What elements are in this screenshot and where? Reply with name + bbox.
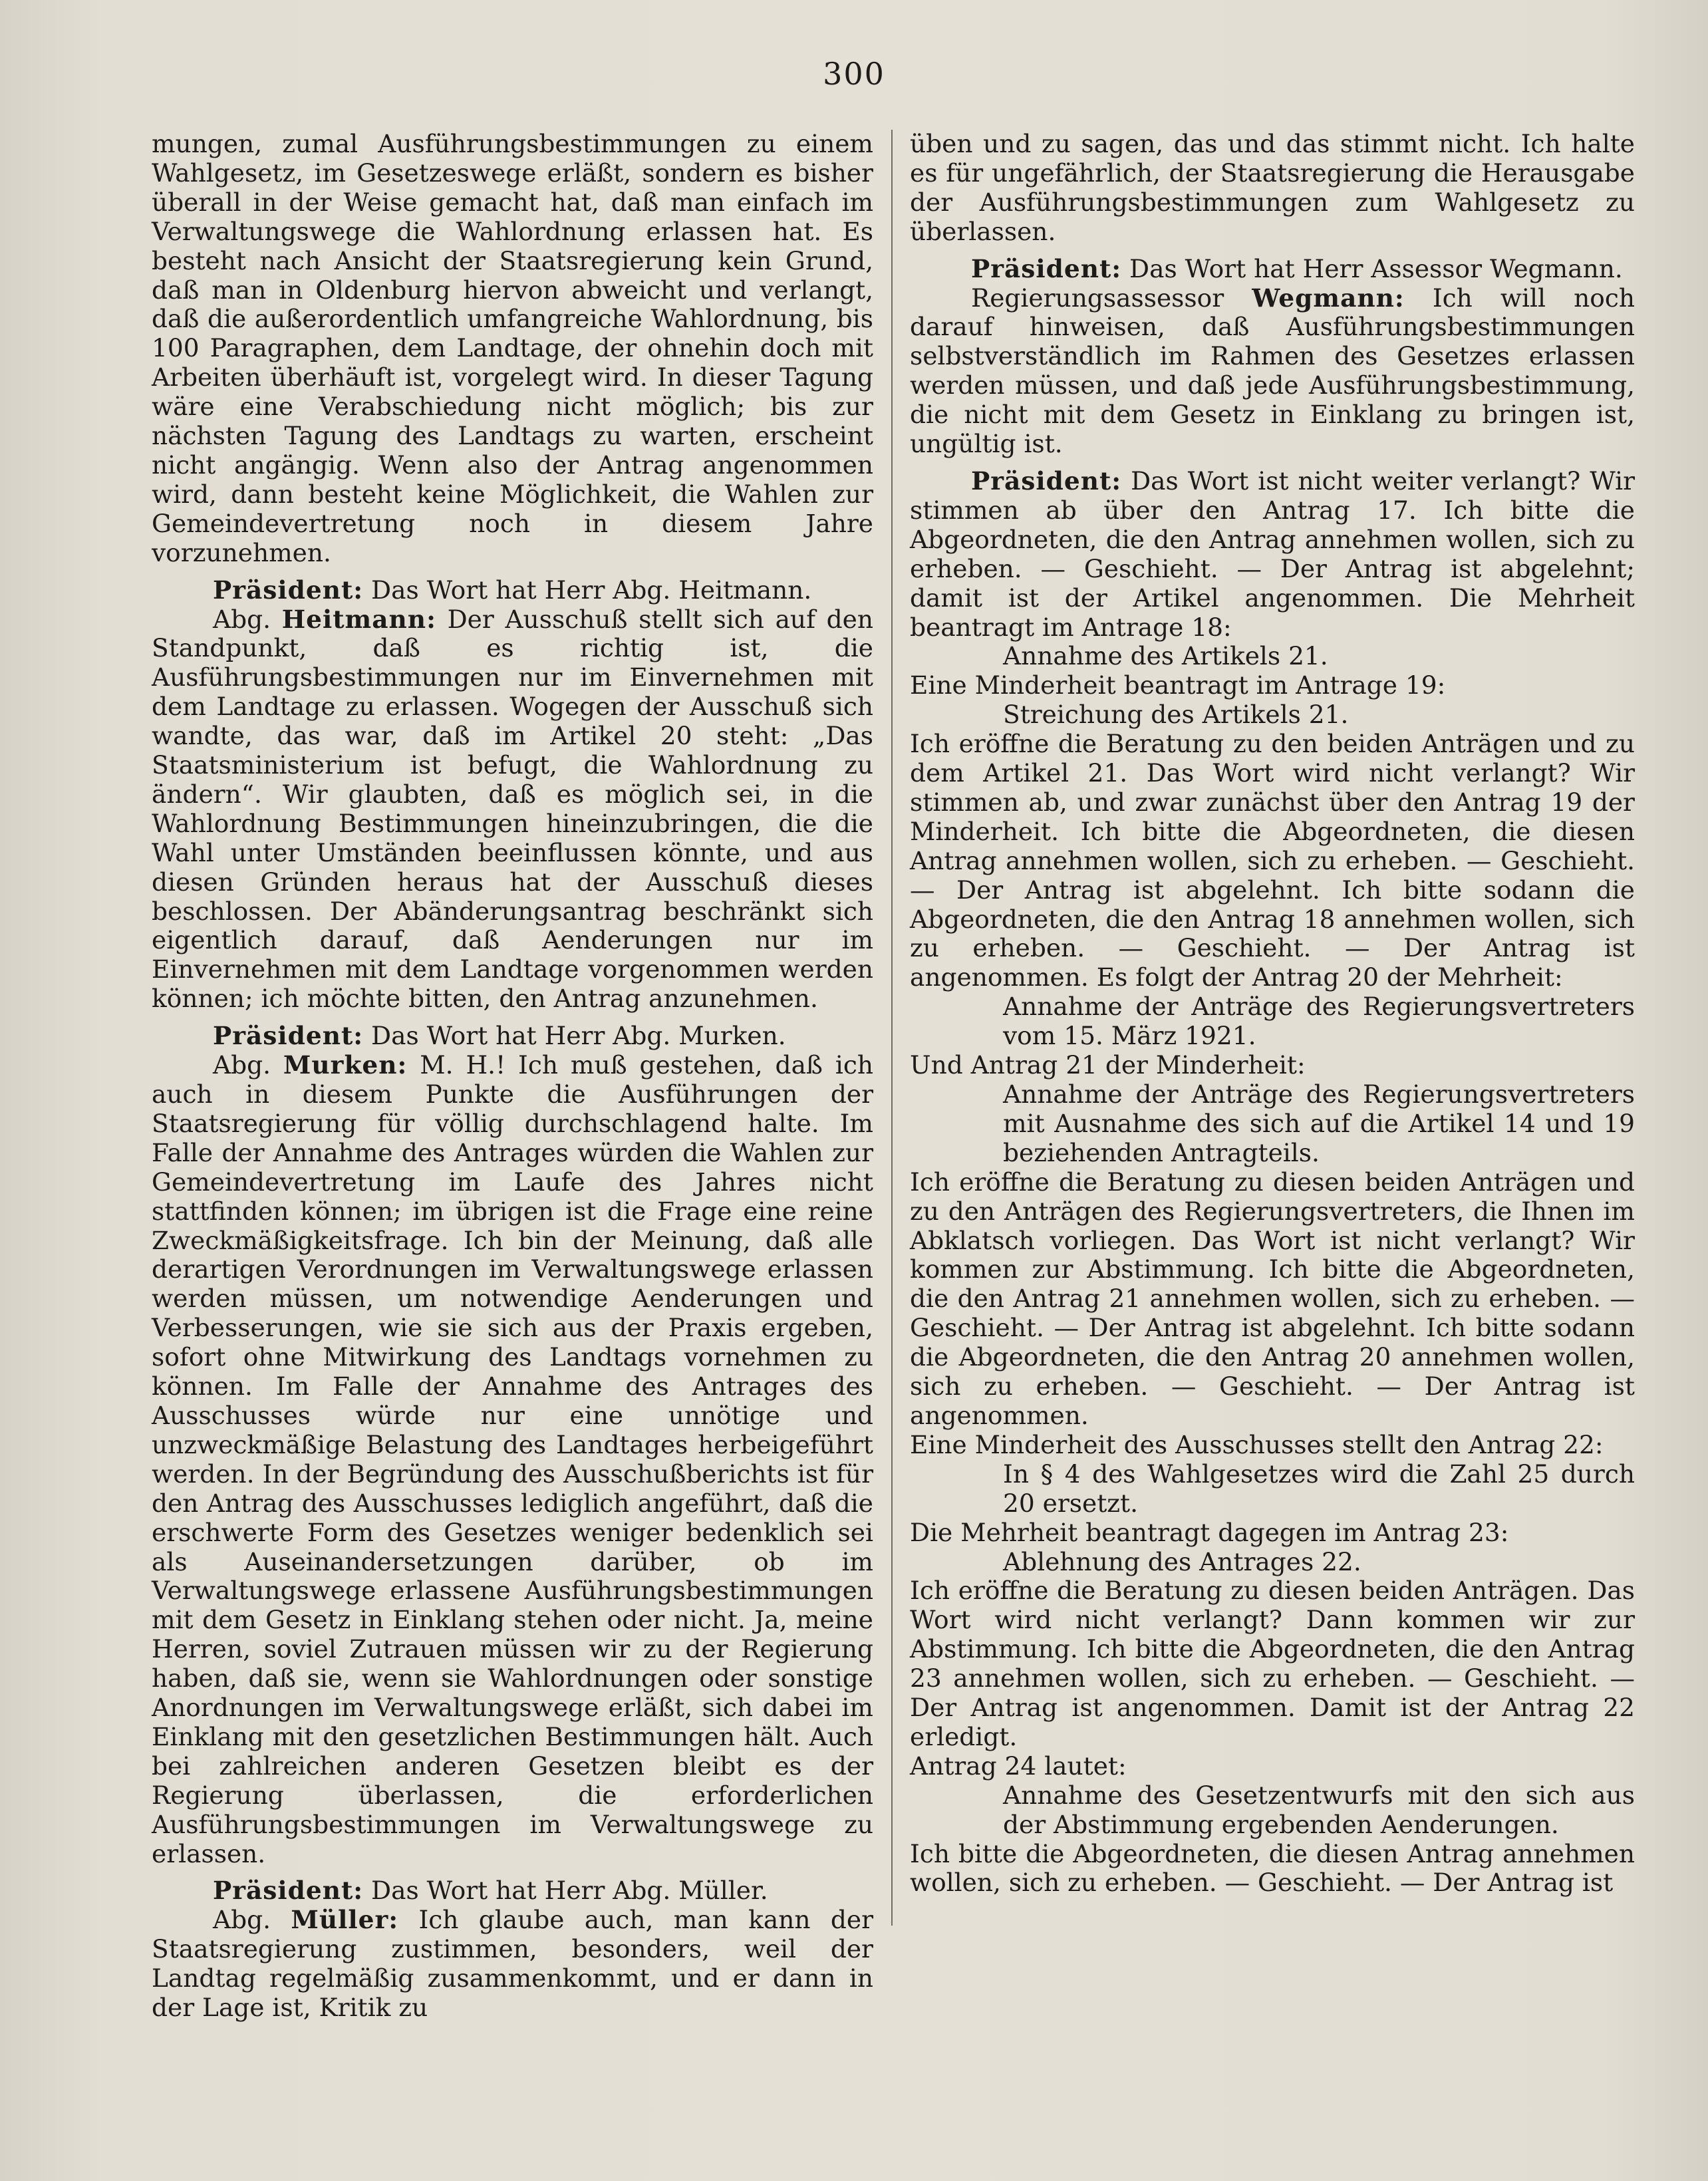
paragraph: Regierungsassessor Wegmann: Ich will noch darauf hinweisen, daß Ausführungsbestimmungen selbstverständlich im Rahmen des Gesetzes erlassen werden müssen, und daß jede Ausführungsbestimmung, die nicht mit dem Gesetz in Einklang zu bringen ist, ungültig ist. (910, 283, 1635, 459)
left-column (152, 130, 873, 2023)
paragraph: Präsident: Das Wort ist nicht weiter verlangt? Wir stimmen ab über den Antrag 17. Ich bitte die Abgeordneten, die den Antrag annehmen wollen, sich zu erheben. — Geschieht. — Der Antrag ist abgelehnt; damit ist der Artikel angenommen. Die Mehrheit beantragt im Antrage 18: (910, 466, 1636, 642)
speaker-name: Präsident: (213, 1876, 364, 1906)
paragraph: Die Mehrheit beantragt dagegen im Antrag 23: (910, 1517, 1509, 1547)
motion-text: Annahme der Anträge des Regierungsvertreters mit Ausnahme des sich auf die Artikel 14 und 19 beziehenden Antragteils. (1003, 1080, 1635, 1167)
paragraph: Ich eröffne die Beratung zu diesen beiden Anträgen. Das Wort wird nicht verlangt? Dann kommen wir zur Abstimmung. Ich bitte die Abgeordneten, die den Antrag 23 annehmen wollen, sich zu erheben. — Geschieht. — Der Antrag ist angenommen. Damit ist der Antrag 22 erledigt. (910, 1576, 1635, 1751)
paragraph: Ich eröffne die Beratung zu den beiden Anträgen und zu dem Artikel 21. Das Wort wird nicht verlangt? Wir stimmen ab, und zwar zunächst über den Antrag 19 der Minderheit. Ich bitte die Abgeordneten, die diesen Antrag annehmen wollen, sich zu erheben. — Geschieht. — Der Antrag ist abgelehnt. Ich bitte sodann die Abgeordneten, die den Antrag 18 annehmen wollen, sich zu erheben. — Geschieht. — Der Antrag ist angenommen. Es folgt der Antrag 20 der Mehrheit: (910, 729, 1635, 992)
column-divider (891, 130, 893, 1926)
speaker-name: Präsident: (213, 575, 364, 605)
paragraph: Abg. Heitmann: Der Ausschuß stellt sich auf den Standpunkt, daß es richtig ist, die Ausführungsbestimmungen nur im Einvernehmen mit dem Landtage zu erlassen. Wogegen der Ausschuß sich wandte, das war, daß im Artikel 20 steht: „Das Staatsministerium ist befugt, die Wahlordnung zu ändern“. Wir glaubten, daß es möglich sei, in die Wahlordnung Bestimmungen hineinzubringen, die die Wahl unter Umständen beeinflussen könnte, und aus diesen Gründen heraus hat der Ausschuß dieses beschlossen. Der Abänderungsantrag beschränkt sich eigentlich darauf, daß Aenderungen nur im Einvernehmen mit dem Landtage vorgenommen werden können; ich möchte bitten, den Antrag anzunehmen. (152, 604, 873, 1014)
paragraph: Eine Minderheit des Ausschusses stellt den Antrag 22: (910, 1429, 1604, 1459)
speaker-name: Präsident: (213, 1021, 364, 1051)
speaker-name: Wegmann: (1252, 283, 1405, 313)
paragraph: Ich eröffne die Beratung zu diesen beiden Anträgen und zu den Anträgen des Regierungsvertreters, die Ihnen im Abklatsch vorliegen. Das Wort ist nicht verlangt? Wir kommen zur Abstimmung. Ich bitte die Abgeordneten, die den Antrag 21 annehmen wollen, sich zu erheben. — Geschieht. — Der Antrag ist abgelehnt. Ich bitte sodann die Abgeordneten, die den Antrag 20 annehmen wollen, sich zu erheben. — Geschieht. — Der Antrag ist angenommen. (910, 1167, 1635, 1430)
speaker-name: Müller: (291, 1905, 399, 1935)
paragraph: Präsident: Das Wort hat Herr Abg. Müller. (213, 1876, 768, 1906)
paragraph: Abg. Murken: M. H.! Ich muß gestehen, daß ich auch in diesem Punkte die Ausführungen der Staatsregierung für völlig durchschlagend halte. Im Falle der Annahme des Antrages würden die Wahlen zur Gemeindevertretung im Laufe des Jahres nicht stattfinden können; im übrigen ist die Frage eine reine Zweckmäßigkeitsfrage. Ich bin der Meinung, daß alle derartigen Verordnungen im Verwaltungswege erlassen werden müssen, um notwendige Aenderungen und Verbesserungen, wie sie sich aus der Praxis ergeben, sofort ohne Mitwirkung des Landtags vornehmen zu können. Im Falle der Annahme des Antrages des Ausschusses würde nur eine unnötige und unzweckmäßige Belastung des Landtages herbeigeführt werden. In der Begründung des Ausschußberichts ist für den Antrag des Ausschusses lediglich angeführt, daß die erschwerte Form des Gesetzes weniger bedenklich sei als Auseinandersetzungen darüber, ob im Verwaltungswege erlassene Ausführungsbestimmungen mit dem Gesetz in Einklang stehen oder nicht. Ja, meine Herren, soviel Zutrauen müssen wir zu der Regierung haben, daß sie, wenn sie Wahlordnungen oder sonstige Anordnungen im Verwaltungswege erläßt, sich dabei im Einklang mit den gesetzlichen Bestimmungen hält. Auch bei zahlreichen anderen Gesetzen bleibt es der Regierung überlassen, die erforderlichen Ausführungsbestimmungen im Verwaltungswege zu erlassen. (152, 1050, 874, 1868)
paragraph: Und Antrag 21 der Minderheit: (910, 1050, 1306, 1080)
paragraph: üben und zu sagen, das und das stimmt nicht. Ich halte es für ungefährlich, der Staatsregierung die Herausgabe der Ausführungsbestimmungen zum Wahlgesetz zu überlassen. (910, 129, 1635, 246)
paragraph: mungen, zumal Ausführungsbestimmungen zu einem Wahlgesetz, im Gesetzeswege erläßt, sondern es bisher überall in der Weise gemacht hat, daß man einfach im Verwaltungswege die Wahlordnung erlassen hat. Es besteht nach Ansicht der Staatsregierung kein Grund, daß man in Oldenburg hiervon abweicht und verlangt, daß die außerordentlich umfangreiche Wahlordnung, bis 100 Paragraphen, dem Landtage, der ohnehin doch mit Arbeiten überhäuft ist, vorgelegt wird. In dieser Tagung wäre eine Verabschiedung nicht möglich; bis zur nächsten Tagung des Landtags zu warten, erscheint nicht angängig. Wenn also der Antrag angenommen wird, dann besteht keine Möglichkeit, die Wahlen zur Gemeindevertretung noch in diesem Jahre vorzunehmen. (152, 129, 873, 567)
motion-text: Streichung des Artikels 21. (1003, 700, 1349, 730)
paragraph: Präsident: Das Wort hat Herr Assessor Wegmann. (971, 253, 1623, 283)
motion-text: In § 4 des Wahlgesetzes wird die Zahl 25 durch 20 ersetzt. (1003, 1459, 1635, 1518)
paragraph: Präsident: Das Wort hat Herr Abg. Murken. (213, 1021, 786, 1051)
paragraph: Eine Minderheit beantragt im Antrage 19: (910, 670, 1446, 700)
page-number: 300 (823, 56, 885, 92)
speaker-name: Präsident: (971, 466, 1122, 496)
motion-text: Ablehnung des Antrages 22. (1003, 1546, 1361, 1576)
motion-text: Annahme der Anträge des Regierungsvertreters vom 15. März 1921. (1003, 992, 1635, 1051)
motion-text: Annahme des Gesetzentwurfs mit den sich aus der Abstimmung ergebenden Aenderungen. (1003, 1780, 1635, 1839)
paragraph: Antrag 24 lautet: (910, 1751, 1127, 1781)
motion-text: Annahme des Artikels 21. (1003, 641, 1328, 671)
paragraph: Präsident: Das Wort hat Herr Abg. Heitmann. (213, 575, 812, 605)
paragraph: Ich bitte die Abgeordneten, die diesen Antrag annehmen wollen, sich zu erheben. — Geschieht. — Der Antrag ist (910, 1838, 1635, 1898)
paragraph: Abg. Müller: Ich glaube auch, man kann der Staatsregierung zustimmen, besonders, weil der Landtag regelmäßig zusammenkommt, und er dann in der Lage ist, Kritik zu (152, 1905, 874, 2023)
right-column (910, 130, 1635, 1898)
speaker-name: Präsident: (971, 253, 1122, 283)
speaker-name: Heitmann: (281, 604, 436, 634)
speaker-name: Murken: (283, 1050, 408, 1080)
